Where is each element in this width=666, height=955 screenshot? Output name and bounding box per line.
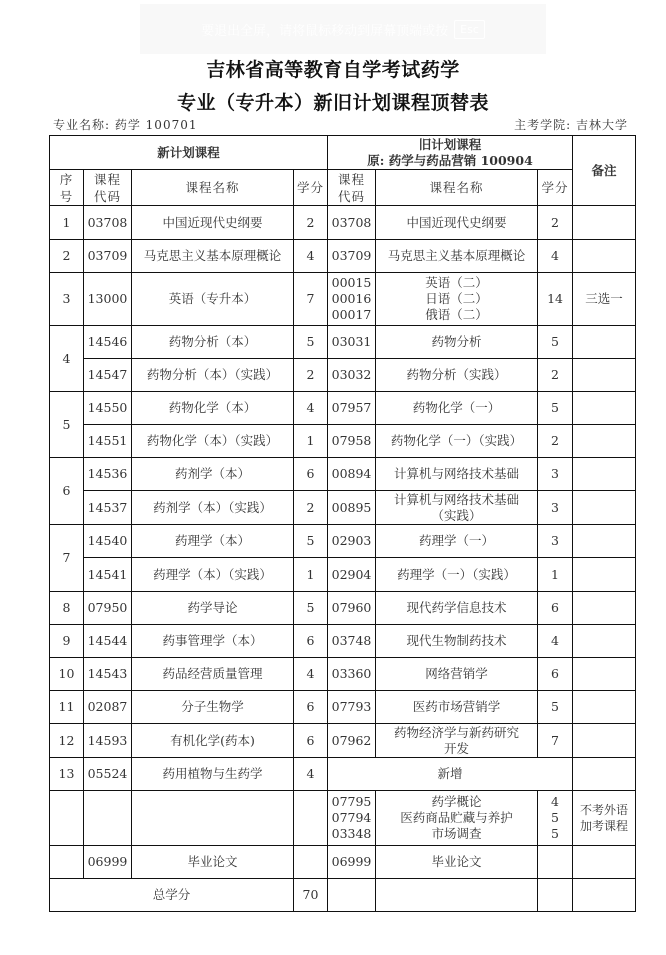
old-credits-cell: 14	[538, 273, 573, 326]
old-code-cell: 03708	[328, 206, 376, 240]
old-name-cell: 网络营销学	[376, 658, 538, 691]
old-credits-cell: 2	[538, 425, 573, 458]
seq-cell	[50, 846, 84, 879]
group-header-row	[50, 136, 636, 170]
course-replacement-table	[49, 135, 636, 912]
new-code-cell: 14543	[84, 658, 132, 691]
old-name-cell: 中国近现代史纲要	[376, 206, 538, 240]
fullscreen-exit-message: 要退出全屏，请将鼠标移动到屏幕顶端或按	[201, 23, 449, 39]
table-row	[50, 658, 636, 691]
old-credits-cell: 2	[538, 359, 573, 392]
new-credits-cell	[294, 791, 328, 846]
new-name-cell: 药理学（本）（实践）	[132, 558, 294, 592]
old-name-cell: 毕业论文	[376, 846, 538, 879]
old-name-cell: 医药市场营销学	[376, 691, 538, 724]
old-credits-cell: 5	[538, 691, 573, 724]
seq-cell: 1	[50, 206, 84, 240]
seq-cell: 4	[50, 326, 84, 392]
new-code-cell: 14593	[84, 724, 132, 758]
old-name-cell: 药物化学（一）（实践）	[376, 425, 538, 458]
old-plan-header-line2: 原: 药学与药品营销 100904	[367, 152, 533, 168]
old-name-cell: 计算机与网络技术基础	[376, 458, 538, 491]
empty-cell	[573, 879, 636, 912]
seq-cell: 3	[50, 273, 84, 326]
new-code-cell: 14540	[84, 525, 132, 558]
old-code-cell: 02903	[328, 525, 376, 558]
remark-cell	[573, 846, 636, 879]
new-credits-cell: 5	[294, 525, 328, 558]
seq-cell: 5	[50, 392, 84, 458]
document-title-line1: 吉林省高等教育自学考试药学	[206, 59, 460, 81]
new-name-cell: 分子生物学	[132, 691, 294, 724]
new-credits-cell: 2	[294, 491, 328, 525]
table-row	[50, 625, 636, 658]
new-name-cell: 药物化学（本）	[132, 392, 294, 425]
old-code-cell: 07962	[328, 724, 376, 758]
new-name-cell: 药物分析（本）	[132, 326, 294, 359]
remark-cell	[573, 592, 636, 625]
new-name-cell: 药剂学（本）	[132, 458, 294, 491]
old-credits-cell: 6	[538, 658, 573, 691]
old-name-cell: 马克思主义基本原理概论	[376, 240, 538, 273]
old-credits-cell: 4 5 5	[538, 791, 573, 846]
remark-cell	[573, 724, 636, 758]
document-title-line2: 专业（专升本）新旧计划课程顶替表	[176, 92, 489, 114]
new-code-cell: 14551	[84, 425, 132, 458]
old-credits-cell: 5	[538, 326, 573, 359]
old-code-cell: 00015 00016 00017	[328, 273, 376, 326]
new-credits-cell: 5	[294, 326, 328, 359]
new-code-cell: 14547	[84, 359, 132, 392]
old-credits-cell: 3	[538, 458, 573, 491]
remark-cell: 不考外语 加考课程	[573, 791, 636, 846]
seq-header: 序 号	[50, 170, 84, 206]
new-name-cell: 药学导论	[132, 592, 294, 625]
remark-cell	[573, 240, 636, 273]
table-row	[50, 758, 636, 791]
table-row	[50, 525, 636, 558]
fullscreen-exit-banner	[140, 4, 546, 54]
empty-cell	[538, 879, 573, 912]
old-code-cell: 00894	[328, 458, 376, 491]
remark-cell	[573, 558, 636, 592]
old-name-cell: 药物化学（一）	[376, 392, 538, 425]
new-credits-cell: 6	[294, 691, 328, 724]
new-plan-header: 新计划课程	[50, 136, 328, 170]
old-code-cell: 03031	[328, 326, 376, 359]
major-label: 专业名称: 药学 100701	[53, 118, 198, 132]
table-row	[50, 425, 636, 458]
seq-cell: 9	[50, 625, 84, 658]
table-row	[50, 846, 636, 879]
institution-label: 主考学院: 吉林大学	[514, 118, 628, 132]
new-name-cell	[132, 791, 294, 846]
empty-cell	[376, 879, 538, 912]
old-plan-header	[328, 136, 573, 170]
new-credits-header: 学分	[294, 170, 328, 206]
table-row	[50, 724, 636, 758]
new-name-header: 课程名称	[132, 170, 294, 206]
table-row	[50, 326, 636, 359]
table-row	[50, 691, 636, 724]
new-credits-cell: 6	[294, 458, 328, 491]
new-name-cell: 中国近现代史纲要	[132, 206, 294, 240]
new-name-cell: 药事管理学（本）	[132, 625, 294, 658]
total-row	[50, 879, 636, 912]
table-row	[50, 206, 636, 240]
new-code-cell: 05524	[84, 758, 132, 791]
remark-cell	[573, 392, 636, 425]
remark-cell	[573, 691, 636, 724]
new-code-cell: 07950	[84, 592, 132, 625]
old-name-cell: 计算机与网络技术基础 （实践）	[376, 491, 538, 525]
new-name-cell: 有机化学(药本)	[132, 724, 294, 758]
old-name-cell: 现代药学信息技术	[376, 592, 538, 625]
new-code-cell: 14546	[84, 326, 132, 359]
table-row	[50, 491, 636, 525]
new-name-cell: 药剂学（本）（实践）	[132, 491, 294, 525]
old-code-cell: 03032	[328, 359, 376, 392]
new-name-cell: 药品经营质量管理	[132, 658, 294, 691]
new-code-cell: 03709	[84, 240, 132, 273]
empty-cell	[328, 879, 376, 912]
old-name-cell: 药理学（一）（实践）	[376, 558, 538, 592]
new-code-cell: 14550	[84, 392, 132, 425]
new-name-cell: 药物分析（本）（实践）	[132, 359, 294, 392]
old-name-cell: 药物分析（实践）	[376, 359, 538, 392]
new-name-cell: 药物化学（本）（实践）	[132, 425, 294, 458]
column-header-row	[50, 170, 636, 206]
new-code-cell: 14541	[84, 558, 132, 592]
remark-cell	[573, 491, 636, 525]
remark-cell	[573, 625, 636, 658]
old-name-cell: 药学概论 医药商品贮藏与养护 市场调查	[376, 791, 538, 846]
table-row	[50, 359, 636, 392]
old-credits-cell: 3	[538, 491, 573, 525]
old-code-cell: 07960	[328, 592, 376, 625]
table-row	[50, 791, 636, 846]
new-code-cell	[84, 791, 132, 846]
total-credits-value: 70	[294, 879, 328, 912]
remark-cell: 三选一	[573, 273, 636, 326]
new-code-cell: 03708	[84, 206, 132, 240]
new-credits-cell: 5	[294, 592, 328, 625]
old-code-cell: 00895	[328, 491, 376, 525]
seq-cell: 2	[50, 240, 84, 273]
esc-key-hint: Esc	[454, 20, 485, 39]
remark-cell	[573, 658, 636, 691]
old-code-cell: 02904	[328, 558, 376, 592]
old-name-header: 课程名称	[376, 170, 538, 206]
seq-cell: 7	[50, 525, 84, 592]
new-credits-cell: 1	[294, 558, 328, 592]
old-credits-cell: 7	[538, 724, 573, 758]
seq-cell	[50, 791, 84, 846]
old-code-header: 课程 代码	[328, 170, 376, 206]
remarks-header: 备注	[573, 136, 636, 206]
old-credits-cell: 4	[538, 625, 573, 658]
old-credits-cell	[538, 846, 573, 879]
seq-cell: 6	[50, 458, 84, 525]
new-name-cell: 药理学（本）	[132, 525, 294, 558]
old-credits-cell: 5	[538, 392, 573, 425]
remark-cell	[573, 359, 636, 392]
new-credits-cell: 2	[294, 359, 328, 392]
table-row	[50, 558, 636, 592]
old-name-cell: 现代生物制药技术	[376, 625, 538, 658]
old-code-cell: 07958	[328, 425, 376, 458]
seq-cell: 10	[50, 658, 84, 691]
old-code-cell: 03748	[328, 625, 376, 658]
new-code-cell: 14544	[84, 625, 132, 658]
table-row	[50, 458, 636, 491]
new-credits-cell: 4	[294, 658, 328, 691]
old-code-cell: 03360	[328, 658, 376, 691]
seq-cell: 11	[50, 691, 84, 724]
old-name-cell: 药物分析	[376, 326, 538, 359]
old-course-note: 新增	[328, 758, 573, 791]
seq-cell: 13	[50, 758, 84, 791]
old-code-cell: 07793	[328, 691, 376, 724]
remark-cell	[573, 525, 636, 558]
new-credits-cell: 2	[294, 206, 328, 240]
new-credits-cell: 6	[294, 625, 328, 658]
new-code-header: 课程 代码	[84, 170, 132, 206]
table-row	[50, 392, 636, 425]
new-name-cell: 英语（专升本）	[132, 273, 294, 326]
total-credits-label: 总学分	[50, 879, 294, 912]
table-row	[50, 592, 636, 625]
new-code-cell: 14536	[84, 458, 132, 491]
table-row	[50, 273, 636, 326]
old-code-cell: 03709	[328, 240, 376, 273]
new-credits-cell	[294, 846, 328, 879]
remark-cell	[573, 425, 636, 458]
seq-cell: 8	[50, 592, 84, 625]
old-code-cell: 07795 07794 03348	[328, 791, 376, 846]
old-name-cell: 药物经济学与新药研究 开发	[376, 724, 538, 758]
new-name-cell: 药用植物与生药学	[132, 758, 294, 791]
old-code-cell: 07957	[328, 392, 376, 425]
old-plan-header-line1: 旧计划课程	[418, 136, 482, 152]
old-name-cell: 药理学（一）	[376, 525, 538, 558]
table-row	[50, 240, 636, 273]
new-code-cell: 02087	[84, 691, 132, 724]
old-credits-cell: 1	[538, 558, 573, 592]
old-credits-cell: 6	[538, 592, 573, 625]
remark-cell	[573, 326, 636, 359]
old-credits-cell: 3	[538, 525, 573, 558]
new-credits-cell: 4	[294, 392, 328, 425]
remark-cell	[573, 206, 636, 240]
new-credits-cell: 4	[294, 240, 328, 273]
new-code-cell: 14537	[84, 491, 132, 525]
old-name-cell: 英语（二） 日语（二） 俄语（二）	[376, 273, 538, 326]
old-credits-header: 学分	[538, 170, 573, 206]
remark-cell	[573, 758, 636, 791]
new-name-cell: 马克思主义基本原理概论	[132, 240, 294, 273]
new-credits-cell: 4	[294, 758, 328, 791]
new-credits-cell: 7	[294, 273, 328, 326]
new-code-cell: 13000	[84, 273, 132, 326]
old-code-cell: 06999	[328, 846, 376, 879]
new-code-cell: 06999	[84, 846, 132, 879]
old-credits-cell: 2	[538, 206, 573, 240]
new-credits-cell: 6	[294, 724, 328, 758]
old-credits-cell: 4	[538, 240, 573, 273]
new-credits-cell: 1	[294, 425, 328, 458]
seq-cell: 12	[50, 724, 84, 758]
new-name-cell: 毕业论文	[132, 846, 294, 879]
remark-cell	[573, 458, 636, 491]
